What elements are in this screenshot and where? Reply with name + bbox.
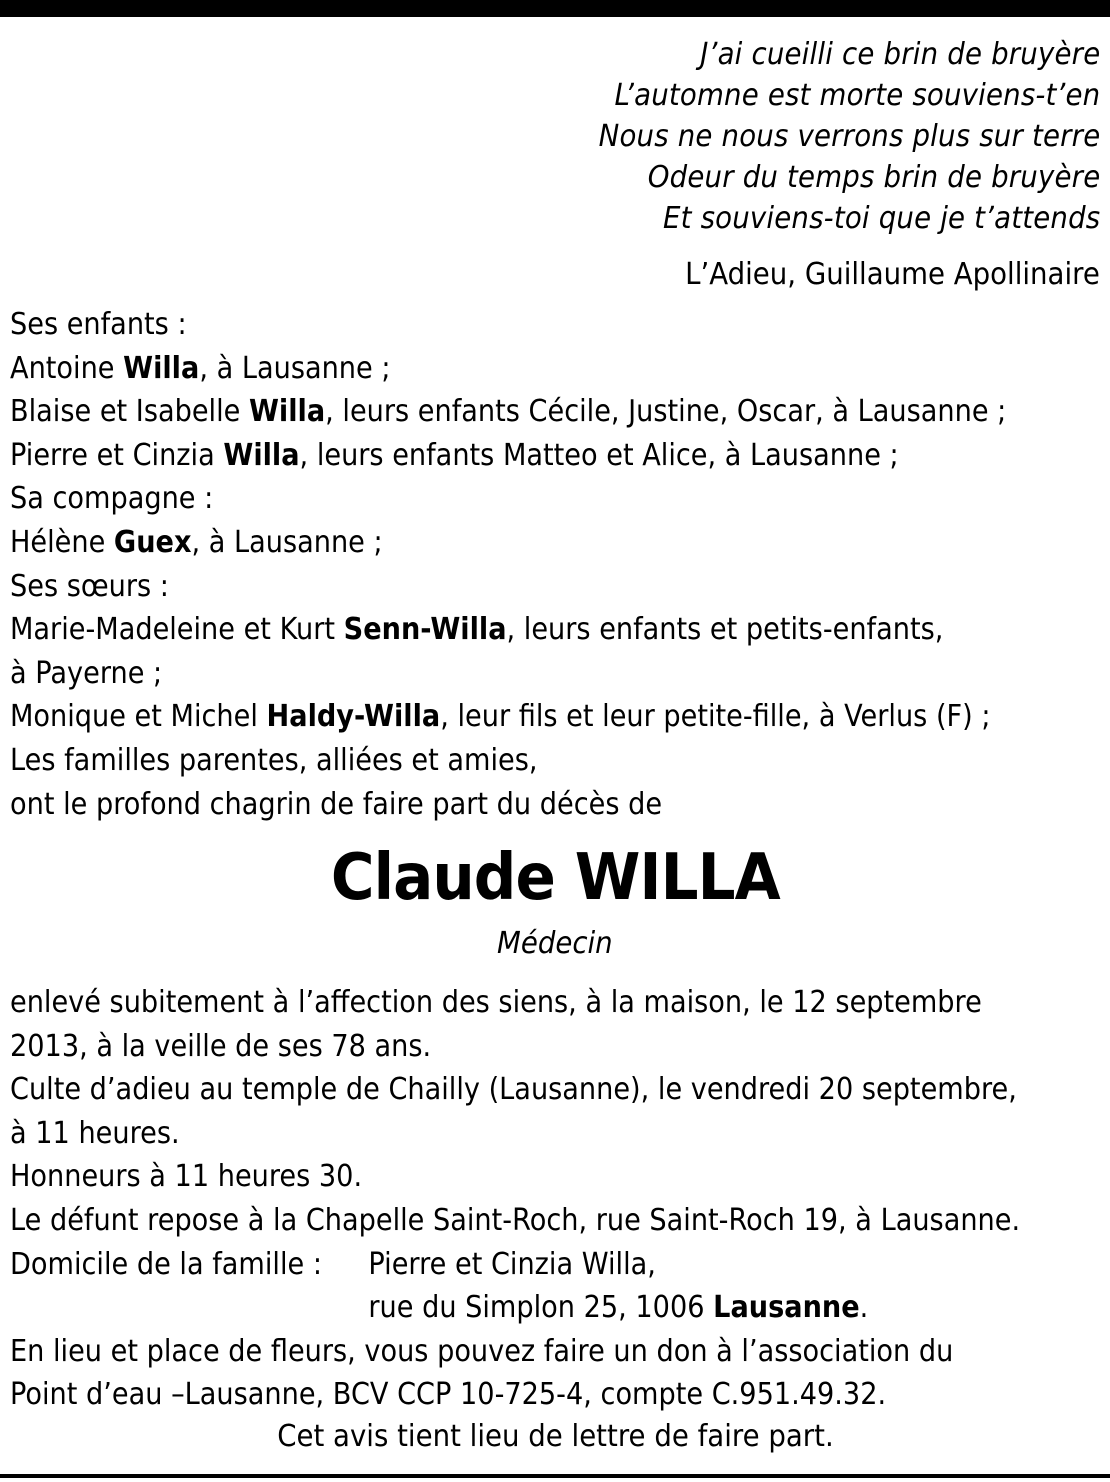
top-rule (0, 0, 1110, 17)
member-details: , leurs enfants et petits-enfants, (506, 612, 944, 648)
poem-line: Et souviens-toi que je t’attends (662, 201, 1100, 236)
partner-heading: Sa compagne : (10, 481, 214, 517)
family-member (10, 695, 1006, 739)
donation-line: Point d’eau –Lausanne, BCV CCP 10-725-4, compte C.951.49.32. (10, 1377, 887, 1413)
family-member-continued: à Payerne ; (10, 655, 163, 691)
domicile-address-line (10, 1286, 1020, 1330)
deceased-name (0, 838, 1110, 918)
children-heading: Ses enfants : (10, 307, 187, 342)
deceased-name-text: Claude WILLA (330, 841, 780, 915)
family-member (10, 434, 1006, 478)
relatives-line: Les familles parentes, alliées et amies, (10, 742, 538, 778)
service-line: à 11 heures. (10, 1115, 180, 1151)
member-details: , à Lausanne ; (191, 524, 383, 560)
poem-line: J’ai cueilli ce brin de bruyère (699, 37, 1100, 72)
donation-line: En lieu et place de fleurs, vous pouvez faire un don à l’association du (10, 1333, 954, 1369)
sisters-heading: Ses sœurs : (10, 568, 169, 604)
closing-text: Cet avis tient lieu de lettre de faire part. (276, 1419, 834, 1454)
member-first-names: Hélène (10, 524, 114, 560)
member-first-names: Marie-Madeleine et Kurt (10, 612, 344, 648)
honours-line: Honneurs à 11 heures 30. (10, 1159, 363, 1195)
member-surname: Willa (223, 437, 300, 473)
member-surname: Willa (123, 350, 200, 386)
epigraph-poem (598, 34, 1100, 239)
member-details: , leurs enfants Cécile, Justine, Oscar, à Lausanne ; (325, 394, 1007, 430)
poem-line: Odeur du temps brin de bruyère (647, 160, 1100, 195)
family-member (10, 521, 1006, 565)
member-surname: Senn-Willa (343, 612, 507, 648)
bottom-rule (0, 1474, 1110, 1478)
domicile-period: . (859, 1290, 869, 1326)
member-details: , leur fils et leur petite-fille, à Verlus (F) ; (440, 699, 991, 735)
domicile-line (10, 1243, 1020, 1287)
member-first-names: Pierre et Cinzia (10, 437, 224, 473)
closing-note (0, 1417, 1110, 1457)
domicile-label: Domicile de la famille : (10, 1246, 322, 1282)
member-details: , leurs enfants Matteo et Alice, à Lausanne ; (299, 437, 899, 473)
member-surname: Haldy-Willa (266, 699, 441, 735)
member-details: , à Lausanne ; (199, 350, 391, 386)
domicile-street: rue du Simplon 25, 1006 (368, 1290, 714, 1326)
family-member (10, 390, 1006, 434)
family-member (10, 608, 1006, 652)
domicile-names: Pierre et Cinzia Willa, (368, 1246, 656, 1282)
deceased-profession (0, 924, 1110, 964)
poem-line: L’automne est morte souviens-t’en (614, 78, 1100, 113)
notice-details (10, 981, 1020, 1417)
poem-attribution: L’Adieu, Guillaume Apollinaire (685, 257, 1100, 292)
service-line: Culte d’adieu au temple de Chailly (Lausanne), le vendredi 20 septembre, (10, 1072, 1017, 1108)
poem-line: Nous ne nous verrons plus sur terre (598, 119, 1100, 154)
member-first-names: Monique et Michel (10, 699, 267, 735)
repose-line: Le défunt repose à la Chapelle Saint-Roch, rue Saint-Roch 19, à Lausanne. (10, 1202, 1021, 1238)
family-list (10, 303, 1006, 826)
member-surname: Willa (248, 394, 326, 430)
member-surname: Guex (113, 524, 192, 560)
domicile-city: Lausanne (713, 1290, 860, 1326)
member-first-names: Antoine (10, 350, 124, 386)
profession-text: Médecin (497, 926, 613, 961)
member-first-names: Blaise et Isabelle (10, 394, 249, 430)
death-notice-line: 2013, à la veille de ses 78 ans. (10, 1028, 432, 1064)
announcement-line: ont le profond chagrin de faire part du décès de (10, 786, 663, 822)
death-notice-line: enlevé subitement à l’affection des siens, à la maison, le 12 septembre (10, 985, 982, 1020)
family-member (10, 347, 1006, 391)
